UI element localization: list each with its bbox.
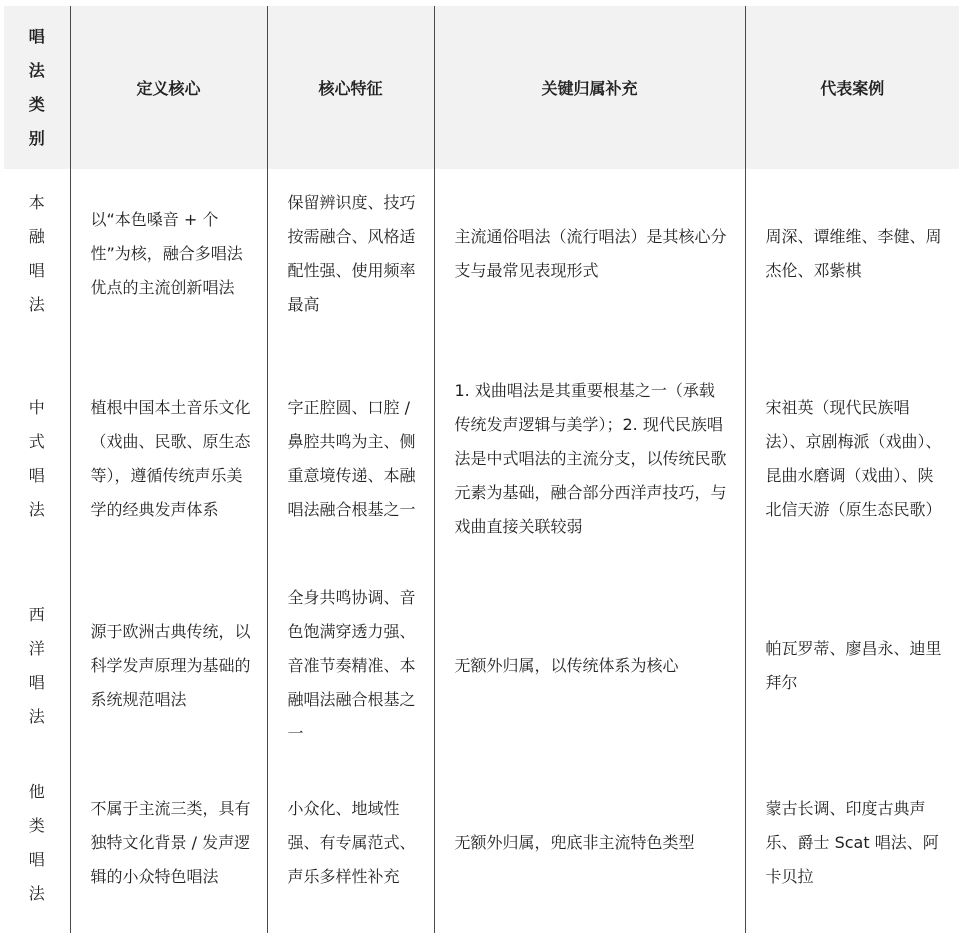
cell-category: 中式唱法 [28,398,45,519]
cell-supplement: 无额外归属，兜底非主流特色类型 [434,752,745,933]
cell-category: 西洋唱法 [28,604,45,726]
cell-category: 本融唱法 [28,193,45,314]
header-features: 核心特征 [267,6,434,169]
header-examples: 代表案例 [745,6,959,169]
table-row [4,339,959,579]
cell-examples: 周深、谭维维、李健、周杰伦、邓紫棋 [745,169,959,339]
singing-methods-table [4,6,959,933]
cell-supplement: 主流通俗唱法（流行唱法）是其核心分支与最常见表现形式 [434,169,745,339]
cell-definition: 不属于主流三类，具有独特文化背景 / 发声逻辑的小众特色唱法 [70,752,267,933]
table-row [4,169,959,339]
cell-examples: 帕瓦罗蒂、廖昌永、迪里拜尔 [745,579,959,752]
table-row [4,752,959,933]
cell-examples: 宋祖英（现代民族唱法）、京剧梅派（戏曲）、昆曲水磨调（戏曲）、陕北信天游（原生态民歌） [745,339,959,579]
cell-category: 他类唱法 [28,781,45,903]
cell-features: 全身共鸣协调、音色饱满穿透力强、音准节奏精准、本融唱法融合根基之一 [267,579,434,752]
cell-definition: 以“本色嗓音 + 个性”为核，融合多唱法优点的主流创新唱法 [70,169,267,339]
header-definition: 定义核心 [70,6,267,169]
table-header [4,6,959,169]
header-row [4,6,959,169]
header-category: 唱法类别 [4,6,70,169]
cell-definition: 植根中国本土音乐文化（戏曲、民歌、原生态等），遵循传统声乐美学的经典发声体系 [70,339,267,579]
cell-examples: 蒙古长调、印度古典声乐、爵士 Scat 唱法、阿卡贝拉 [745,752,959,933]
table-body [4,169,959,933]
table-row [4,579,959,752]
cell-features: 字正腔圆、口腔 / 鼻腔共鸣为主、侧重意境传递、本融唱法融合根基之一 [267,339,434,579]
cell-supplement: 1. 戏曲唱法是其重要根基之一（承载传统发声逻辑与美学）；2. 现代民族唱法是中式唱法的主流分支，以传统民歌元素为基础，融合部分西洋声技巧，与戏曲直接关联较弱 [434,339,745,579]
cell-definition: 源于欧洲古典传统，以科学发声原理为基础的系统规范唱法 [70,579,267,752]
cell-supplement: 无额外归属，以传统体系为核心 [434,579,745,752]
cell-features: 小众化、地域性强、有专属范式、声乐多样性补充 [267,752,434,933]
cell-features: 保留辨识度、技巧按需融合、风格适配性强、使用频率最高 [267,169,434,339]
header-supplement: 关键归属补充 [434,6,745,169]
